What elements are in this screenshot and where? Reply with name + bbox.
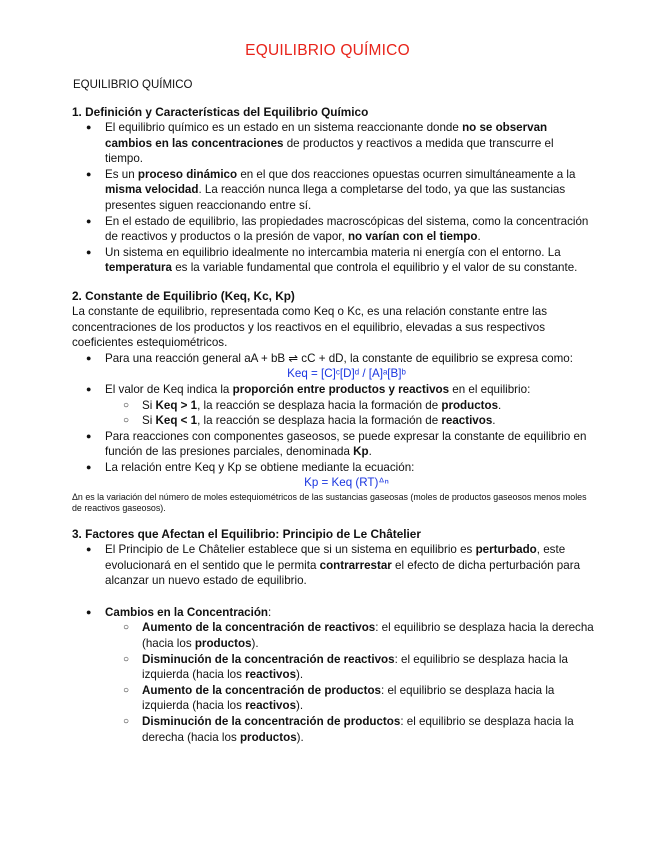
section-3-heading: 3. Factores que Afectan el Equilibrio: Principio de Le Châtelier bbox=[72, 527, 421, 542]
keq-sublist bbox=[105, 398, 594, 429]
list-item: ● El valor de Keq indica la proporción entre productos y reactivos en el equilibrio: ○ Si Keq > 1, la reacción se desplaza hacia la formación de productos. ○ Si Keq < 1, la reacción se desplaza hacia la formación de reactivos. bbox=[72, 382, 594, 429]
sub-list-item: ○ Disminución de la concentración de productos: el equilibrio se desplaza hacia la derecha (hacia los productos). bbox=[109, 714, 594, 745]
list-item: ● Un sistema en equilibrio idealmente no intercambia materia ni energía con el entorno. La temperatura es la variable fundamental que controla el equilibrio y el valor de su constante. bbox=[72, 245, 594, 276]
document-title: EQUILIBRIO QUÍMICO bbox=[245, 42, 410, 59]
list-item: ● El Principio de Le Châtelier establece que si un sistema en equilibrio es perturbado, este evolucionará en el sentido que le permita contrarrestar el efecto de dicha perturbación para alcanzar un nuevo estado de equilibrio. bbox=[72, 542, 594, 589]
list-item: ● Para una reacción general aA + bB ⇌ cC + dD, la constante de equilibrio se expresa como: Keq = [C]ᶜ[D]ᵈ / [A]ᵃ[B]ᵇ bbox=[72, 351, 594, 382]
sub-list-item: ○ Si Keq > 1, la reacción se desplaza hacia la formación de productos. bbox=[109, 398, 594, 414]
kp-formula: Kp = Keq (RT)ᐞⁿ bbox=[304, 476, 389, 490]
list-item: ● Es un proceso dinámico en el que dos reacciones opuestas ocurren simultáneamente a la misma velocidad. La reacción nunca llega a completarse del todo, ya que las sustancias presentes siguen reaccionando entre sí. bbox=[72, 167, 594, 214]
delta-n-note: Δn es la variación del número de moles estequiométricos de las sustancias gaseosas (moles de productos gaseosos menos moles de reactivos gaseosos). bbox=[72, 492, 587, 514]
section-2-list bbox=[72, 351, 594, 491]
list-item: ● El equilibrio químico es un estado en un sistema reaccionante donde no se observan cambios en las concentraciones de productos y reactivos a medida que transcurre el tiempo. bbox=[72, 120, 594, 167]
keq-formula: Keq = [C]ᶜ[D]ᵈ / [A]ᵃ[B]ᵇ bbox=[287, 367, 406, 381]
concentration-sublist bbox=[105, 620, 594, 745]
list-item: ● Cambios en la Concentración: ○ Aumento de la concentración de reactivos: el equilibrio se desplaza hacia la derecha (hacia los productos). ○ Disminución de la concentración de reactivos: el equilibrio se desplaza hacia la izquierda (hacia los reactivos). ○ Aumento de la concentración de productos: el equilibrio se desplaza hacia la izquierda (hacia los reactivos). ○ Disminución de la concentración de productos: el equilibrio se desplaza hacia la derecha (hacia los productos). bbox=[72, 605, 594, 745]
list-item: ● En el estado de equilibrio, las propiedades macroscópicas del sistema, como la concentración de reactivos y productos o la presión de vapor, no varían con el tiempo. bbox=[72, 214, 594, 245]
section-2-heading: 2. Constante de Equilibrio (Keq, Kc, Kp) bbox=[72, 288, 295, 303]
concentration-list bbox=[72, 605, 594, 745]
sub-list-item: ○ Aumento de la concentración de reactivos: el equilibrio se desplaza hacia la derecha (hacia los productos). bbox=[109, 620, 594, 651]
section-1-heading: 1. Definición y Características del Equilibrio Químico bbox=[72, 105, 369, 119]
section-2-intro: La constante de equilibrio, representada como Keq o Kc, es una relación constante entre las concentraciones de los productos y los reactivos en el equilibrio, elevadas a sus respectivos coeficientes estequiométricos. bbox=[72, 304, 547, 350]
section-1-list bbox=[72, 120, 594, 276]
sub-list-item: ○ Aumento de la concentración de productos: el equilibrio se desplaza hacia la izquierda (hacia los reactivos). bbox=[109, 683, 594, 714]
list-item: ● La relación entre Keq y Kp se obtiene mediante la ecuación: Kp = Keq (RT)ᐞⁿ bbox=[72, 460, 594, 491]
list-item: ● Para reacciones con componentes gaseosos, se puede expresar la constante de equilibrio en función de las presiones parciales, denominada Kp. bbox=[72, 429, 594, 460]
sub-list-item: ○ Disminución de la concentración de reactivos: el equilibrio se desplaza hacia la izquierda (hacia los reactivos). bbox=[109, 652, 594, 683]
section-3-list bbox=[72, 542, 594, 589]
sub-list-item: ○ Si Keq < 1, la reacción se desplaza hacia la formación de reactivos. bbox=[109, 413, 594, 429]
document-body bbox=[72, 104, 594, 745]
document-subtitle: EQUILIBRIO QUÍMICO bbox=[73, 79, 193, 91]
